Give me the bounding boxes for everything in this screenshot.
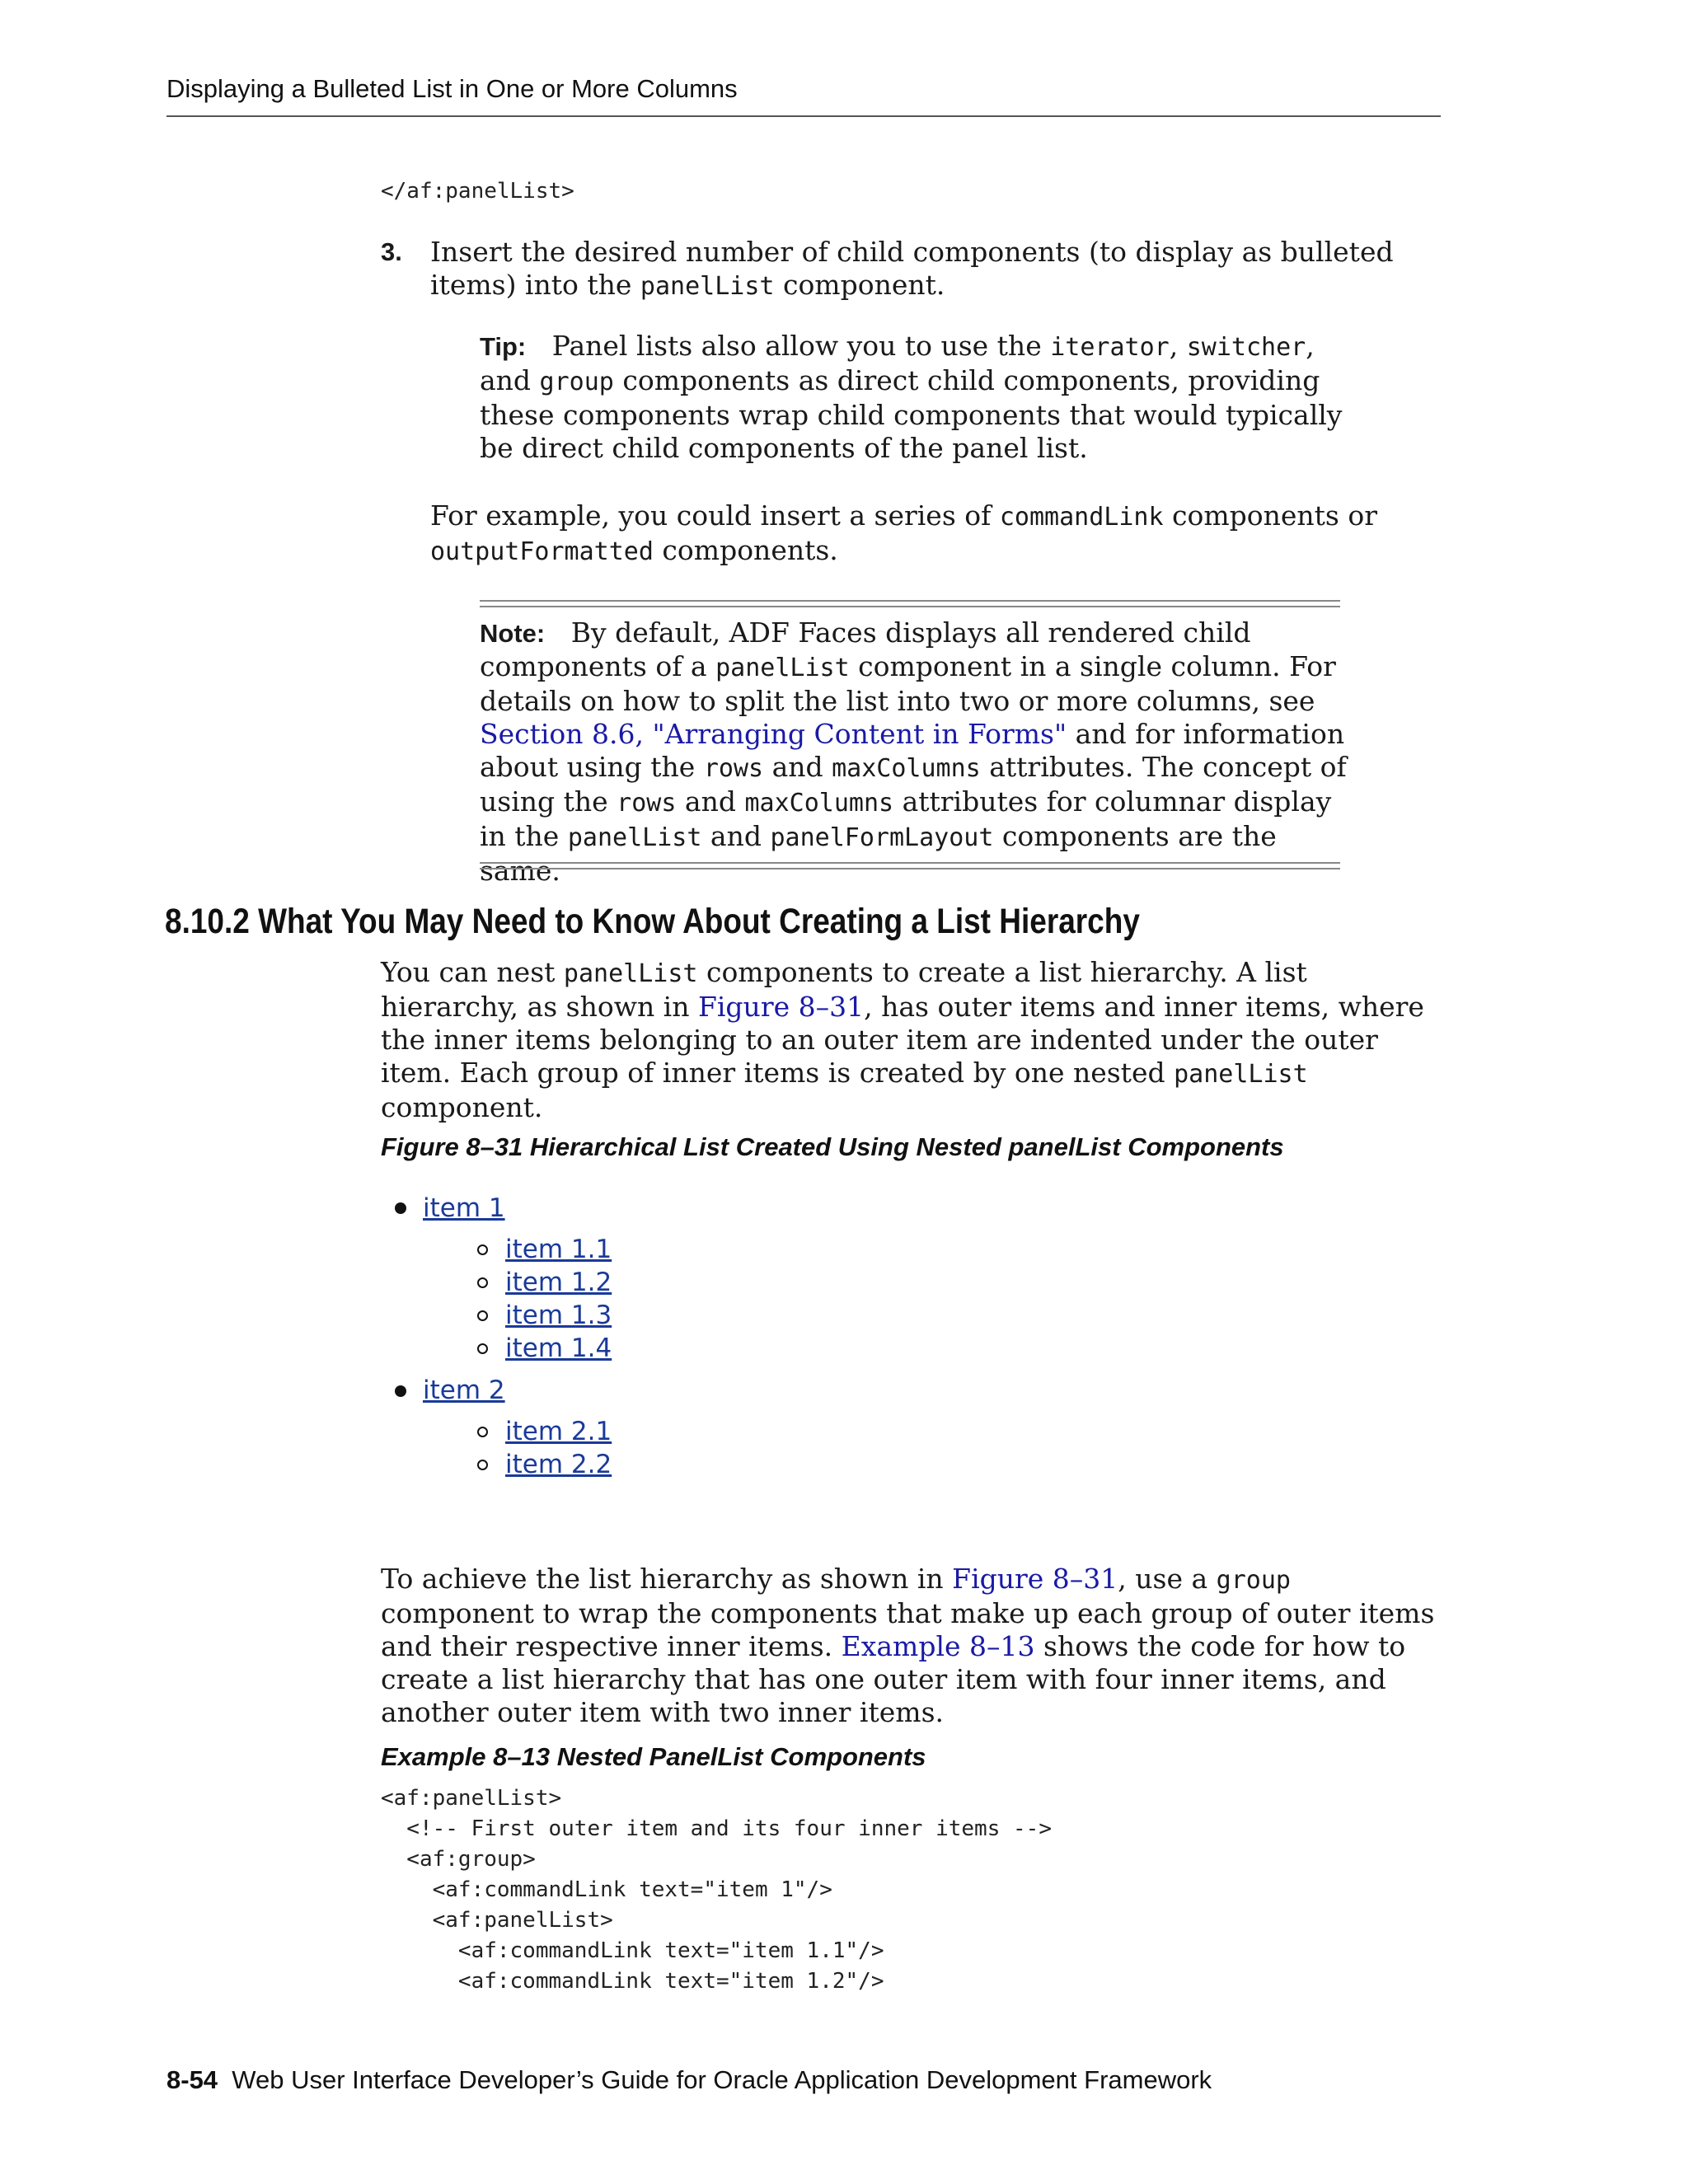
hierarchy-paragraph	[381, 1563, 1452, 1729]
note-box	[480, 616, 1353, 888]
text: , has outer items and inner items, where the inner items belonging to an outer item are indented under the outer item. Each group of inner items is created by one nested	[381, 991, 1424, 1089]
text: For example, you could insert a series of	[430, 499, 1000, 532]
text: Panel lists also allow you to use the	[551, 330, 1051, 362]
text: and	[676, 785, 745, 818]
code-term: panelList	[563, 959, 698, 988]
code-term: outputFormatted	[430, 537, 654, 566]
code-term: panelList	[567, 823, 702, 852]
text: and for information about using the	[480, 718, 1345, 783]
circle-bullet-icon	[477, 1460, 488, 1470]
circle-bullet-icon	[477, 1343, 488, 1354]
text: component.	[774, 269, 945, 301]
header-rule	[166, 115, 1441, 117]
text: component to wrap the components that make up each group of outer items and their respective inner items.	[381, 1597, 1435, 1662]
circle-bullet-icon	[477, 1427, 488, 1437]
example-code-block: <af:panelList> <!-- First outer item and its four inner items --> <af:group> <af:commandLink text="item 1"/> <af:panelList> <af:commandLink text="item 1.1"/> <af:commandLink text="item 1.2"/>	[381, 1786, 1052, 1994]
code-term: panelList	[715, 654, 850, 682]
text: ,	[1169, 330, 1187, 362]
text: component.	[381, 1091, 543, 1123]
bullet-icon	[395, 1202, 406, 1214]
circle-bullet-icon	[477, 1310, 488, 1321]
text: Insert the desired number of child components (to display as bulleted items) into the	[430, 236, 1394, 301]
code-term: panelList	[640, 272, 775, 301]
code-term: maxColumns	[832, 754, 981, 783]
code-term: switcher	[1186, 333, 1306, 362]
text: components to create a list hierarchy. A list hierarchy, as shown in	[381, 956, 1307, 1023]
list-item-inner[interactable]: item 1.2	[505, 1268, 612, 1297]
text: component in a single column. For details on how to split the list into two or more columns, see	[480, 650, 1336, 717]
list-item-inner[interactable]: item 1.4	[505, 1333, 612, 1363]
list-item-outer[interactable]: item 1	[423, 1193, 505, 1223]
text: attributes. The concept of using the	[480, 751, 1347, 818]
text: components as direct child components, providing these components wrap child components that would typically be direct child components of the panel list.	[480, 364, 1343, 464]
list-item-inner[interactable]: item 1.1	[505, 1235, 612, 1264]
text: , use a	[1118, 1563, 1217, 1595]
note-label: Note:	[480, 619, 546, 648]
code-term: panelList	[1174, 1060, 1308, 1089]
step-text	[430, 236, 1452, 303]
code-term: maxColumns	[744, 789, 894, 818]
text: components are the same.	[480, 820, 1277, 887]
step-number: 3.	[381, 237, 402, 266]
code-term: rows	[617, 789, 677, 818]
code-term: commandLink	[999, 503, 1164, 532]
text: You can nest	[381, 956, 564, 988]
example-caption: Example 8–13 Nested PanelList Components	[381, 1742, 926, 1771]
text: and	[763, 751, 832, 783]
figure-caption: Figure 8–31 Hierarchical List Created Using Nested panelList Components	[381, 1132, 1284, 1161]
page-footer	[166, 2065, 1212, 2095]
text: components or	[1163, 499, 1378, 532]
circle-bullet-icon	[477, 1244, 488, 1255]
text: By default, ADF Faces displays all rendered child components of a	[480, 616, 1251, 682]
section-link[interactable]: Section 8.6, "Arranging Content in Forms"	[480, 718, 1067, 750]
example-paragraph	[430, 499, 1419, 569]
figure-link[interactable]: Figure 8–31	[697, 991, 865, 1023]
list-item-inner[interactable]: item 1.3	[505, 1301, 612, 1330]
text: and	[701, 820, 771, 852]
book-title: Web User Interface Developer’s Guide for Oracle Application Development Framework	[232, 2065, 1212, 2094]
section-paragraph	[381, 956, 1452, 1124]
text: shows the code for how to create a list hierarchy that has one outer item with four inner items, and another outer item with two inner items.	[381, 1630, 1406, 1728]
text: components.	[653, 534, 838, 566]
tip-box	[480, 330, 1353, 465]
page-number: 8-54	[166, 2065, 218, 2094]
code-term: group	[539, 368, 614, 396]
code-closing-tag: </af:panelList>	[381, 179, 574, 204]
code-term: iterator	[1050, 333, 1170, 362]
note-top-rule	[480, 600, 1340, 607]
text: , and	[480, 330, 1315, 396]
list-item-inner[interactable]: item 2.2	[505, 1450, 612, 1479]
section-heading: 8.10.2 What You May Need to Know About Creating a List Hierarchy	[165, 902, 1140, 941]
code-term: group	[1216, 1566, 1291, 1595]
note-bottom-rule	[480, 862, 1340, 869]
list-item-outer[interactable]: item 2	[423, 1376, 505, 1405]
running-header: Displaying a Bulleted List in One or More Columns	[166, 74, 738, 103]
code-term: panelFormLayout	[770, 823, 994, 852]
text: To achieve the list hierarchy as shown in	[381, 1563, 953, 1595]
code-term: rows	[703, 754, 764, 783]
example-link[interactable]: Example 8–13	[841, 1630, 1035, 1662]
circle-bullet-icon	[477, 1277, 488, 1288]
text: attributes for columnar display in the	[480, 785, 1332, 852]
bullet-icon	[395, 1385, 406, 1397]
list-item-inner[interactable]: item 2.1	[505, 1417, 612, 1446]
tip-label: Tip:	[480, 332, 527, 361]
figure-link[interactable]: Figure 8–31	[952, 1563, 1118, 1595]
